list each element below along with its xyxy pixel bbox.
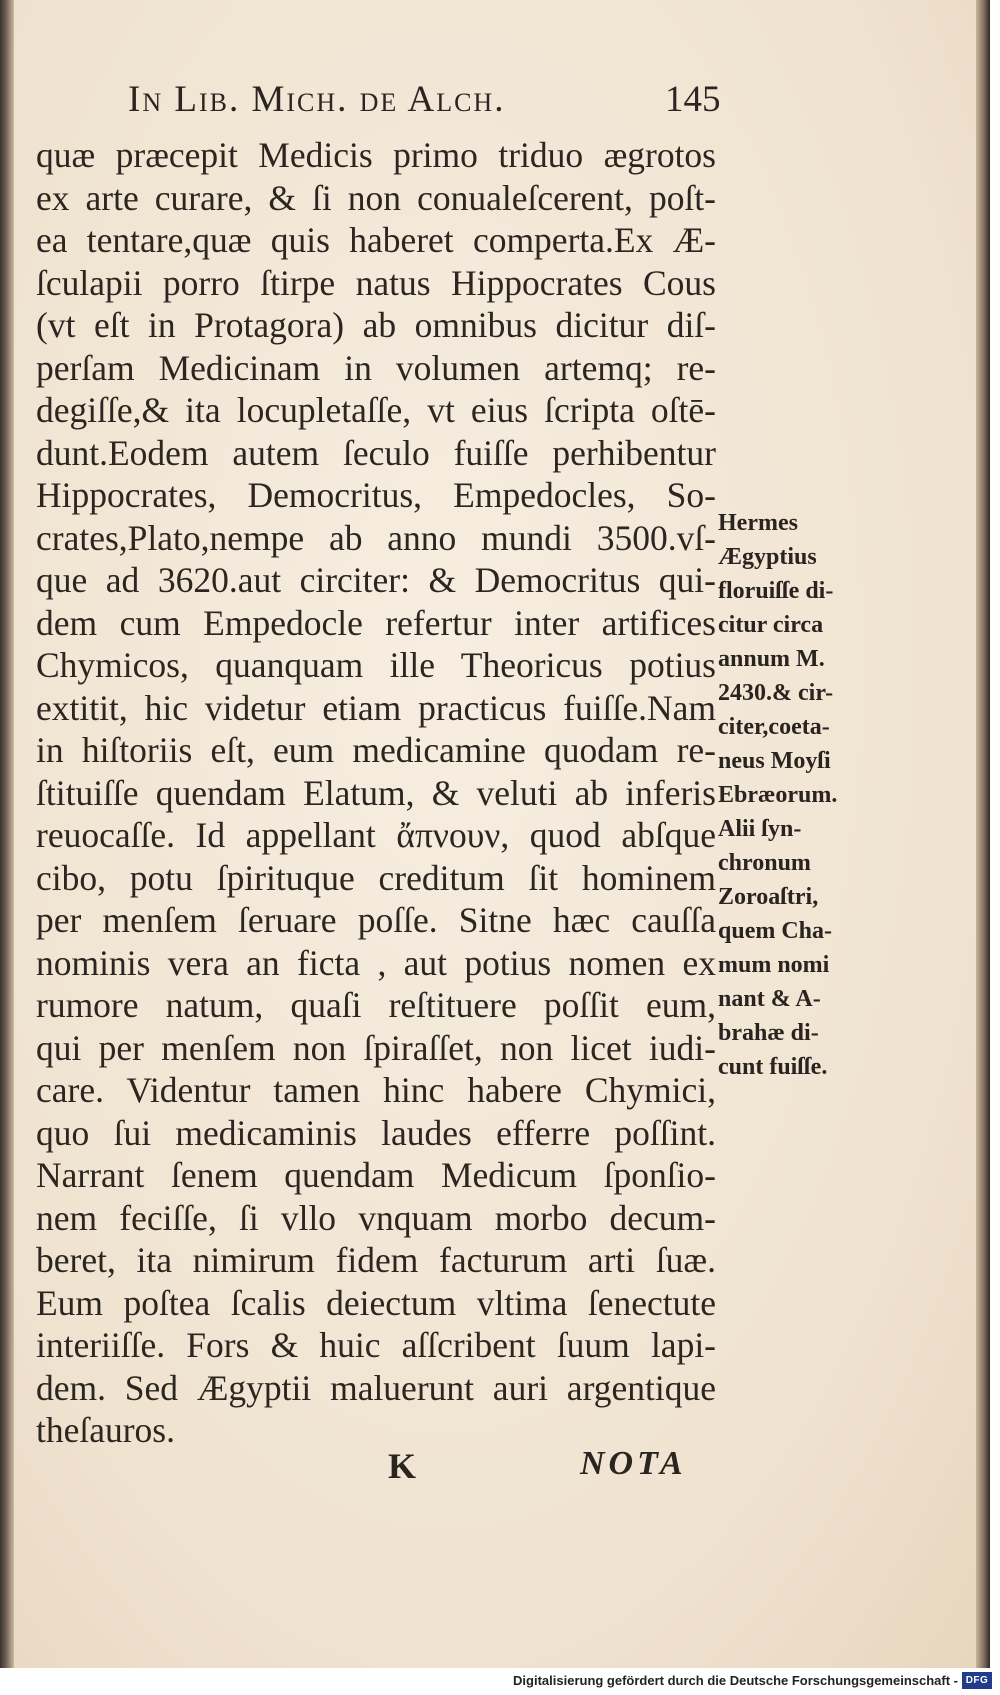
margin-note-line: Zoroaſtri,: [718, 884, 819, 910]
text-line: ex arte curare, & ſi non conualeſcerent, poſt-: [36, 177, 716, 218]
text-line: Narrant ſenem quendam Medicum ſponſio-: [36, 1155, 716, 1195]
text-line: per menſem ſeruare poſſe. Sitne hæc cauſſa: [36, 900, 716, 940]
margin-note-line: citur circa: [718, 612, 824, 638]
signature-mark: K: [388, 1446, 417, 1486]
text-line: que ad 3620.aut circiter: & Democritus qui-: [36, 560, 716, 600]
page-number: 145: [665, 79, 721, 120]
margin-note-line: mum nomi: [718, 952, 830, 978]
text-line: quo ſui medicaminis laudes efferre poſſint.: [36, 1112, 716, 1153]
text-line: quæ præcepit Medicis primo triduo ægrotos: [36, 135, 716, 175]
margin-note-line: quem Cha-: [718, 918, 833, 944]
text-line: rumore natum, quaſi reſtituere poſſit eum,: [36, 985, 716, 1025]
text-line: ea tentare,quæ quis haberet comperta.Ex Æ-: [36, 220, 716, 260]
text-line: in hiſtoriis eſt, eum medicamine quodam re-: [36, 730, 716, 770]
text-line: nominis vera an ficta , aut potius nomen ex: [36, 942, 716, 983]
margin-note-line: cunt fuiſſe.: [718, 1054, 828, 1080]
margin-note-line: citer,coeta-: [718, 714, 830, 740]
page-right-edge: [976, 0, 990, 1668]
text-line: Hippocrates, Democritus, Empedocles, So-: [36, 475, 716, 515]
margin-note-line: neus Moyſi: [718, 748, 831, 774]
text-line: ſculapii porro ſtirpe natus Hippocrates Cous: [36, 262, 716, 303]
margin-note-line: Ebræorum.: [718, 782, 838, 808]
digitization-footer: [0, 1668, 1000, 1695]
text-line: degiſſe,& ita locupletaſſe, vt eius ſcripta oſtē-: [36, 390, 716, 430]
text-line: perſam Medicinam in volumen artemq; re-: [36, 347, 716, 388]
catchword: NOTA: [580, 1445, 687, 1482]
text-line: Eum poſtea ſcalis deiectum vltima ſenectute: [36, 1282, 716, 1323]
margin-note-line: Alii ſyn-: [718, 816, 802, 842]
margin-note-line: Ægyptius: [718, 544, 817, 570]
text-line: ſtituiſſe quendam Elatum, & veluti ab inferis: [36, 772, 716, 813]
margin-note-line: 2430.& cir-: [718, 680, 834, 706]
text-line: (vt eſt in Protagora) ab omnibus dicitur diſ-: [36, 305, 716, 345]
margin-note-line: brahæ di-: [718, 1020, 819, 1046]
text-line: nem feciſſe, ſi vllo vnquam morbo decum-: [36, 1197, 716, 1238]
dfg-logo: DFG: [962, 1672, 992, 1689]
margin-note-line: annum M.: [718, 646, 825, 672]
text-line: reuocaſſe. Id appellant ἄπνουν, quod abſque: [36, 815, 716, 855]
catchword-line: [380, 1445, 720, 1495]
text-line: theſauros.: [36, 1410, 176, 1450]
page-left-edge: [0, 0, 14, 1668]
text-line: extitit, hic videtur etiam practicus fuiſſe.Nam: [36, 687, 716, 728]
text-line: dem cum Empedocle refertur inter artifices: [36, 602, 716, 643]
text-line: care. Videntur tamen hinc habere Chymici,: [36, 1070, 716, 1110]
running-head: In Lib. Mich. de Alch.: [128, 79, 506, 120]
margin-note: [718, 506, 878, 1084]
text-line: cibo, potu ſpirituque creditum ſit hominem: [36, 857, 716, 898]
text-line: dem. Sed Ægyptii maluerunt auri argentique: [36, 1367, 716, 1408]
text-line: crates,Plato,nempe ab anno mundi 3500.vſ-: [36, 517, 716, 558]
margin-note-line: chronum: [718, 850, 811, 876]
text-line: Chymicos, quanquam ille Theoricus potius: [36, 645, 716, 685]
funding-credit: Digitalisierung gefördert durch die Deutsche Forschungsgemeinschaft -: [513, 1673, 958, 1688]
main-text-block: [36, 134, 716, 1452]
text-line: dunt.Eodem autem ſeculo fuiſſe perhibentur: [36, 432, 716, 473]
margin-note-line: Hermes: [718, 510, 798, 536]
margin-note-line: floruiſſe di-: [718, 578, 834, 604]
page-header: [118, 74, 721, 124]
text-line: qui per menſem non ſpiraſſet, non licet iudi-: [36, 1027, 716, 1068]
text-line: beret, ita nimirum fidem facturum arti ſuæ.: [36, 1240, 716, 1280]
text-line: interiiſſe. Fors & huic aſſcribent ſuum lapi-: [36, 1325, 716, 1365]
margin-note-line: nant & A-: [718, 986, 821, 1012]
